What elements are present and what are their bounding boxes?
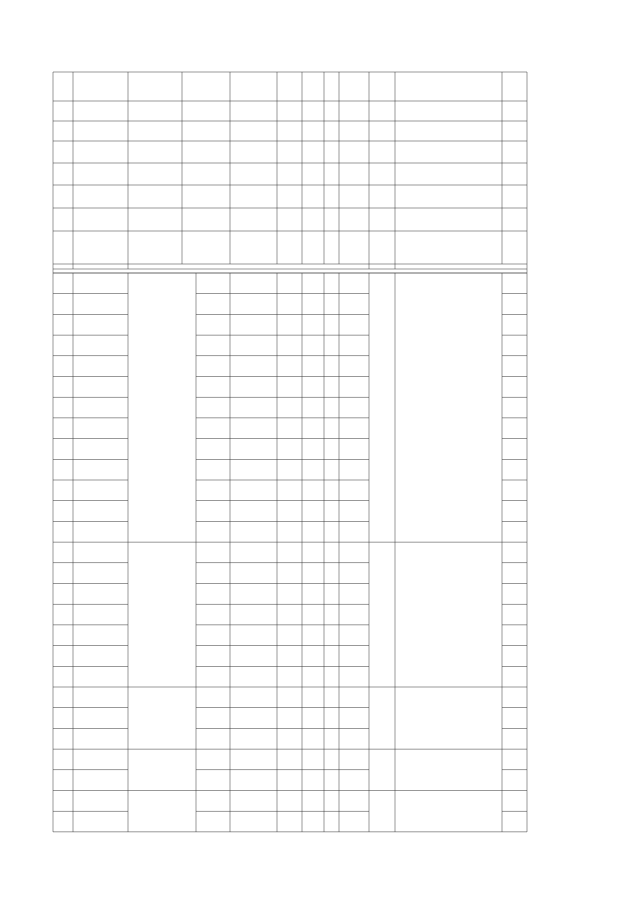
table-rules	[53, 72, 527, 832]
